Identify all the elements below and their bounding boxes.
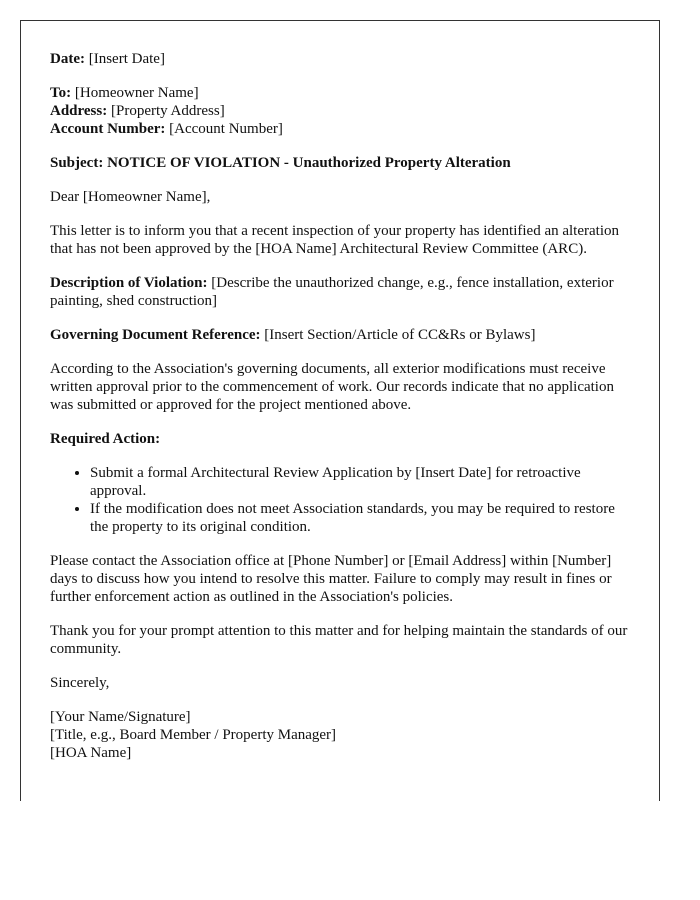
- subject-text: Subject: NOTICE OF VIOLATION - Unauthorized Property Alteration: [50, 155, 511, 171]
- subject-line: [50, 154, 630, 172]
- reference-value: [Insert Section/Article of CC&Rs or Bylaws]: [260, 327, 536, 343]
- contact-paragraph: Please contact the Association office at [Phone Number] or [Email Address] within [Number] days to discuss how you intend to resolve this matter. Failure to comply may result in fines or further enforcement action as outlined in the Association's policies.: [50, 553, 612, 605]
- account-value: [Account Number]: [165, 121, 283, 137]
- signer-organization: [HOA Name]: [50, 745, 132, 761]
- signer-title: [Title, e.g., Board Member / Property Manager]: [50, 727, 337, 743]
- signer-name: [Your Name/Signature]: [50, 709, 191, 725]
- signoff: Sincerely,: [50, 675, 110, 691]
- required-action-item: • Submit a formal Architectural Review Application by [Insert Date] for retroactive approval.: [90, 464, 630, 500]
- address-label: Address:: [50, 103, 108, 119]
- to-line: [50, 84, 630, 102]
- required-action-item: • If the modification does not meet Association standards, you may be required to restore the property to its original condition.: [90, 500, 630, 536]
- address-line: [50, 102, 630, 120]
- violation-notice-letter: [20, 20, 660, 801]
- date-label: Date:: [50, 51, 85, 67]
- intro-paragraph: This letter is to inform you that a recent inspection of your property has identified an alteration that has not been approved by the [HOA Name] Architectural Review Committee (ARC).: [50, 223, 619, 257]
- governing-paragraph: According to the Association's governing documents, all exterior modifications must receive written approval prior to the commencement of work. Our records indicate that no application was submitted or approved for the project mentioned above.: [50, 361, 614, 413]
- document-reference: [50, 326, 630, 344]
- required-action-list: [50, 464, 630, 536]
- required-action-heading: [50, 430, 630, 448]
- account-label: Account Number:: [50, 121, 166, 137]
- required-action-heading-text: Required Action:: [50, 431, 161, 447]
- violation-label: Description of Violation:: [50, 275, 208, 291]
- violation-description: [50, 274, 630, 310]
- reference-label: Governing Document Reference:: [50, 327, 261, 343]
- recipient-block: [50, 84, 630, 138]
- salutation: Dear [Homeowner Name],: [50, 189, 211, 205]
- account-line: [50, 120, 630, 138]
- to-value: [Homeowner Name]: [71, 85, 199, 101]
- signature-block: [50, 708, 630, 762]
- to-label: To:: [50, 85, 72, 101]
- date-line: [50, 50, 630, 68]
- violation-value: [Describe the unauthorized change, e.g., fence installation, exterior painting, shed construction]: [50, 275, 614, 309]
- thanks-paragraph: Thank you for your prompt attention to this matter and for helping maintain the standards of our community.: [50, 623, 628, 657]
- address-value: [Property Address]: [107, 103, 225, 119]
- date-value: [Insert Date]: [84, 51, 165, 67]
